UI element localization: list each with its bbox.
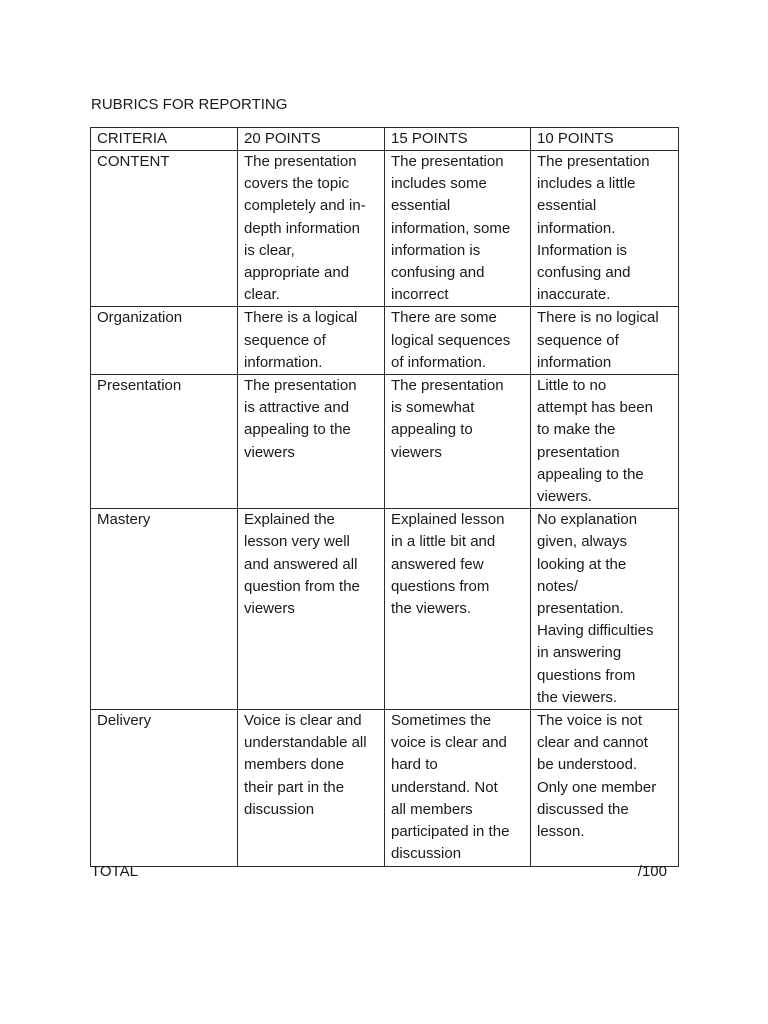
table-cell: The voice is not clear and cannot be understood. Only one member discussed the lesson. <box>531 710 679 866</box>
criterion-cell: Delivery <box>91 710 238 866</box>
table-cell: The presentation is somewhat appealing to viewers <box>385 375 531 509</box>
table-cell: There is a logical sequence of information. <box>238 307 385 375</box>
header-20-points: 20 POINTS <box>238 128 385 151</box>
header-criteria: CRITERIA <box>91 128 238 151</box>
table-cell: Explained lesson in a little bit and answered few questions from the viewers. <box>385 509 531 710</box>
total-value: /100 <box>637 863 667 880</box>
header-10-points: 10 POINTS <box>531 128 679 151</box>
table-row-organization <box>91 307 679 375</box>
header-15-points: 15 POINTS <box>385 128 531 151</box>
table-cell: The presentation covers the topic completely and in- depth information is clear, appropriate and clear. <box>238 151 385 307</box>
criterion-cell: Presentation <box>91 375 238 509</box>
table-row-mastery <box>91 509 679 710</box>
table-cell: The presentation includes a little essential information. Information is confusing and inaccurate. <box>531 151 679 307</box>
total-label: TOTAL <box>91 863 138 880</box>
criterion-cell: CONTENT <box>91 151 238 307</box>
table-cell: Little to no attempt has been to make the presentation appealing to the viewers. <box>531 375 679 509</box>
criterion-cell: Organization <box>91 307 238 375</box>
table-header-row <box>91 128 679 151</box>
table-cell: Voice is clear and understandable all members done their part in the discussion <box>238 710 385 866</box>
table-cell: Explained the lesson very well and answered all question from the viewers <box>238 509 385 710</box>
table-cell: Sometimes the voice is clear and hard to understand. Not all members participated in the discussion <box>385 710 531 866</box>
table-row-presentation <box>91 375 679 509</box>
table-cell: The presentation includes some essential information, some information is confusing and incorrect <box>385 151 531 307</box>
table-cell: There are some logical sequences of information. <box>385 307 531 375</box>
table-row-content <box>91 151 679 307</box>
table-cell: No explanation given, always looking at the notes/ presentation. Having difficulties in answering questions from the viewers. <box>531 509 679 710</box>
rubric-table <box>90 127 679 867</box>
table-cell: There is no logical sequence of information <box>531 307 679 375</box>
criterion-cell: Mastery <box>91 509 238 710</box>
table-row-delivery <box>91 710 679 866</box>
page-title: RUBRICS FOR REPORTING <box>91 96 288 113</box>
table-cell: The presentation is attractive and appealing to the viewers <box>238 375 385 509</box>
